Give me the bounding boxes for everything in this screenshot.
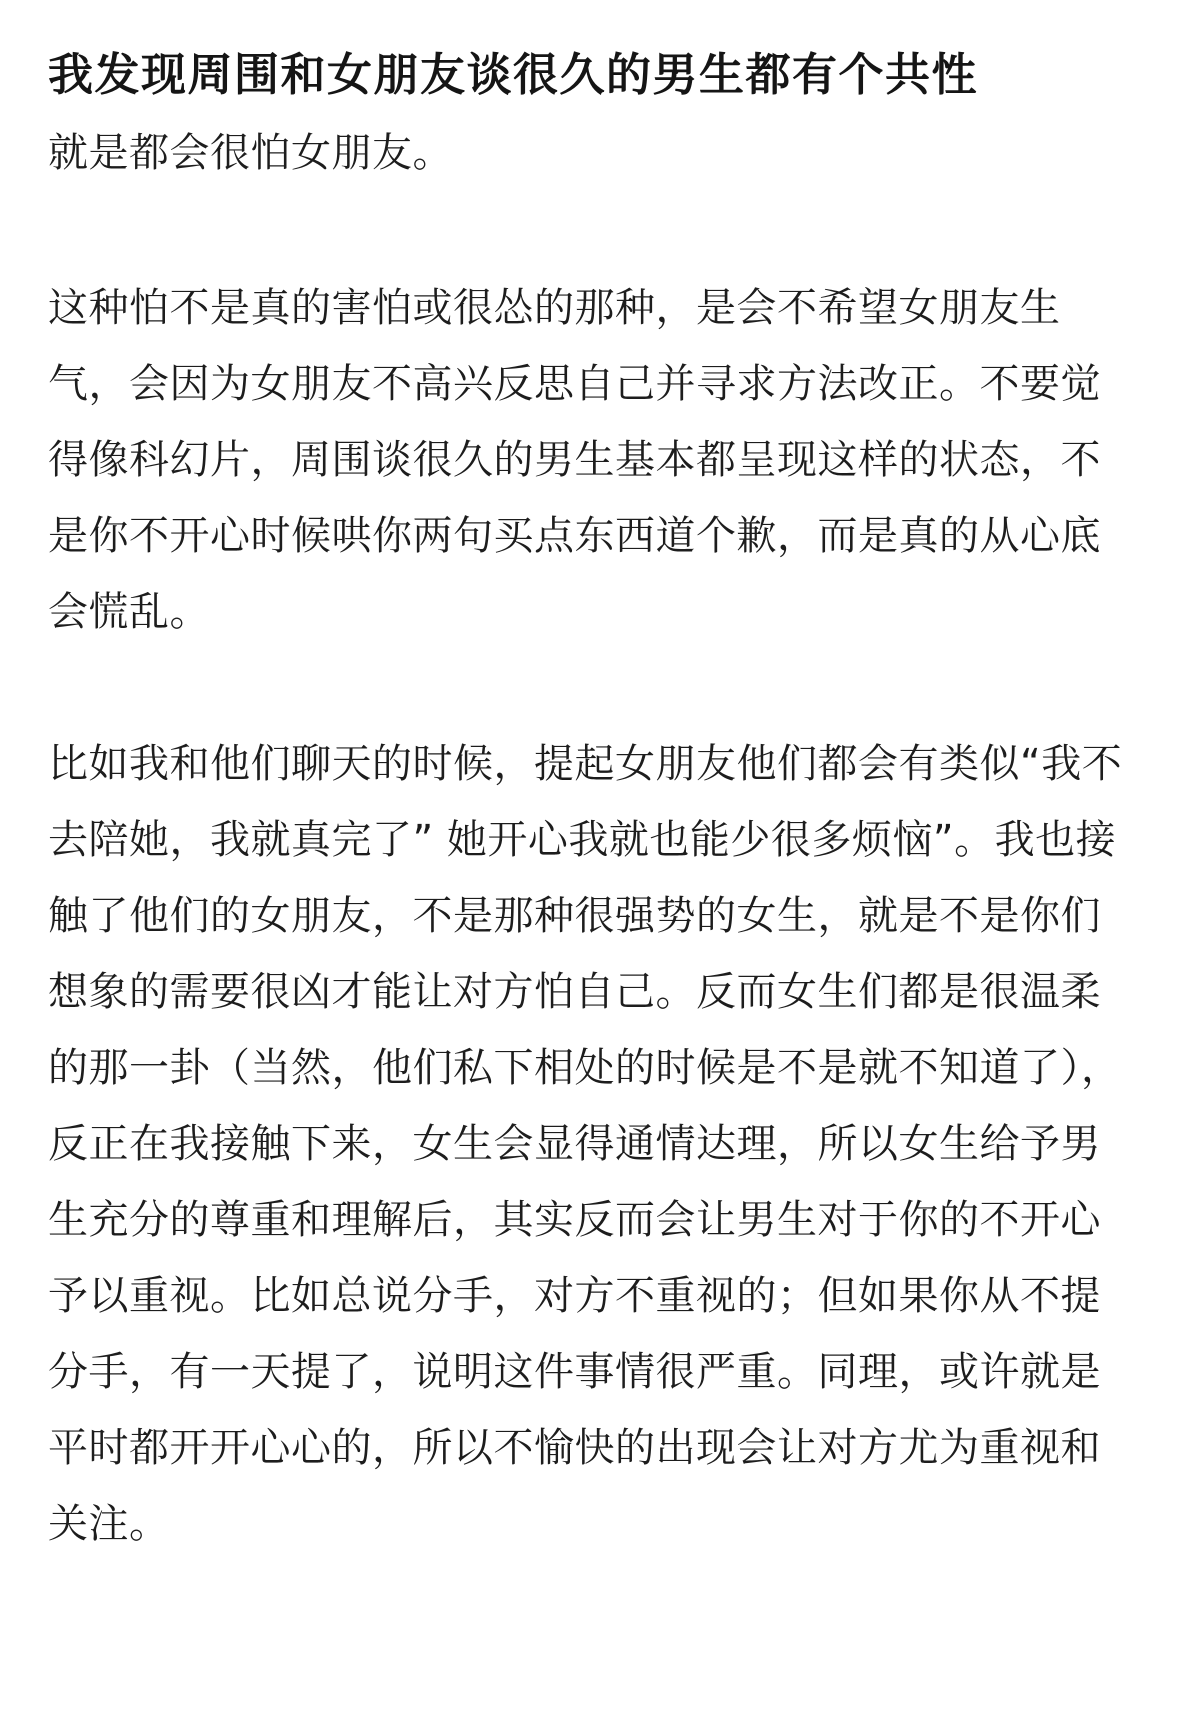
post-paragraph-2: 这种怕不是真的害怕或很怂的那种，是会不希望女朋友生气，会因为女朋友不高兴反思自己并寻求方法改正。不要觉得像科幻片，周围谈很久的男生基本都呈现这样的状态，不是你不开心时候哄你两句买点东西道个歉，而是真的从心底会慌乱。 [48,285,1101,635]
post [48,38,1138,1562]
post-body [48,112,1138,1562]
post-title: 我发现周围和女朋友谈很久的男生都有个共性 [48,48,979,101]
post-paragraph-3: 比如我和他们聊天的时候，提起女朋友他们都会有类似“我不去陪她，我就真完了” 她开心我就也能少很多烦恼”。我也接触了他们的女朋友，不是那种很强势的女生，就是不是你们想象的需要很凶才能让对方怕自己。反而女生们都是很温柔的那一卦（当然，他们私下相处的时候是不是就不知道了），反正在我接触下来，女生会显得通情达理，所以女生给予男生充分的尊重和理解后，其实反而会让男生对于你的不开心予以重视。比如总说分手，对方不重视的；但如果你从不提分手，有一天提了，说明这件事情很严重。同理，或许就是平时都开开心心的，所以不愉快的出现会让对方尤为重视和关注。 [48,741,1123,1547]
post-paragraph-1: 就是都会很怕女朋友。 [48,130,453,176]
